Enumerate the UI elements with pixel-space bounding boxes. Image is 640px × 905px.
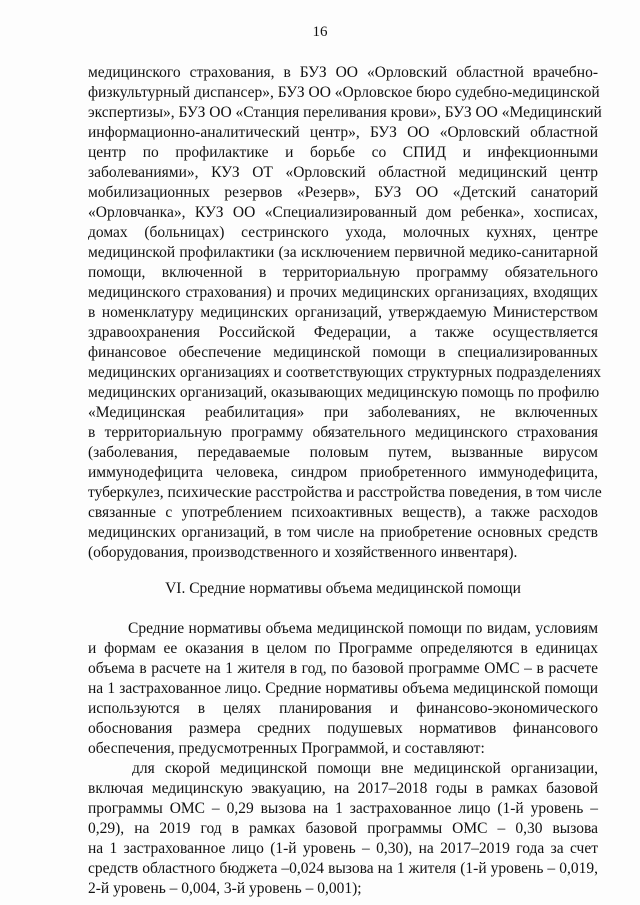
page-number: 16 (312, 24, 328, 40)
text-line: медицинских организаций, в том числе на приобретение основных средств (88, 524, 598, 541)
text-line: для скорой медицинской помощи вне медицинской организации, (132, 760, 598, 777)
text-line: обеспечения, предусмотренных Программой, и составляют: (88, 740, 485, 757)
text-line: и формам ее оказания в целом по Программе определяются в единицах (88, 640, 598, 657)
text-line: помощи, включенной в территориальную программу обязательного (88, 264, 598, 281)
text-line: медицинского страхования, в БУЗ ОО «Орловский областной врачебно- (88, 64, 598, 81)
text-line: медицинских организаций, оказывающих медицинскую помощь по профилю (88, 384, 600, 401)
text-line: связанные с употреблением психоактивных веществ), а также расходов (88, 504, 598, 521)
text-line: в территориальную программу обязательного медицинского страхования (88, 424, 598, 441)
text-line: включая медицинскую эвакуацию, на 2017–2018 годы в рамках базовой (88, 780, 598, 797)
text-line: обоснования размера средних подушевых нормативов финансового (88, 720, 598, 737)
text-line: мобилизационных резервов «Резерв», БУЗ ОО «Детский санаторий (88, 184, 598, 201)
text-line: программы ОМС – 0,29 вызова на 1 застрахованное лицо (1-й уровень – (88, 800, 598, 817)
text-line: Средние нормативы объема медицинской помощи по видам, условиям (128, 620, 598, 637)
text-line: туберкулез, психические расстройства и расстройства поведения, в том числе (88, 484, 602, 501)
text-line: 0,29), на 2019 год в рамках базовой программы ОМС – 0,30 вызова (88, 820, 598, 837)
text-line: (оборудования, производственного и хозяйственного инвентаря). (88, 544, 518, 561)
text-line: финансовое обеспечение медицинской помощи в специализированных (88, 344, 598, 361)
text-line: медицинских организациях и соответствующих структурных подразделениях (88, 364, 602, 381)
text-line: в номенклатуру медицинских организаций, утверждаемую Министерством (88, 304, 598, 321)
text-line: объема в расчете на 1 жителя в год, по базовой программе ОМС – в расчете (88, 660, 598, 677)
text-line: домах (больницах) сестринского ухода, молочных кухнях, центре (88, 224, 598, 241)
text-line: средств областного бюджета –0,024 вызова на 1 жителя (1-й уровень – 0,019, (88, 860, 598, 877)
text-line: медицинской профилактики (за исключением первичной медико-санитарной (88, 244, 598, 261)
text-line: экспертизы», БУЗ ОО «Станция переливания крови», БУЗ ОО «Медицинский (88, 104, 602, 121)
text-line: 2-й уровень – 0,004, 3-й уровень – 0,001); (88, 880, 362, 897)
text-line: физкультурный диспансер», БУЗ ОО «Орловское бюро судебно-медицинской (88, 84, 600, 101)
section-heading: VI. Средние нормативы объема медицинской помощи (165, 580, 521, 597)
text-line: информационно-аналитический центр», БУЗ ОО «Орловский областной (88, 124, 598, 141)
text-line: на 1 застрахованное лицо (1-й уровень – 0,30), на 2017–2019 года за счет (88, 840, 598, 857)
text-line: на 1 застрахованное лицо. Средние нормативы объема медицинской помощи (88, 680, 598, 697)
text-line: центр по профилактике и борьбе со СПИД и инфекционными (88, 144, 598, 161)
text-line: здравоохранения Российской Федерации, а также осуществляется (88, 324, 598, 341)
text-line: используются в целях планирования и финансово-экономического (88, 700, 598, 717)
text-line: (заболевания, передаваемые половым путем, вызванные вирусом (88, 444, 598, 461)
text-line: заболеваниями», КУЗ ОТ «Орловский областной медицинский центр (88, 164, 598, 181)
text-line: «Медицинская реабилитация» при заболеваниях, не включенных (88, 404, 598, 421)
text-line: медицинского страхования) и прочих медицинских организациях, входящих (88, 284, 598, 301)
text-line: иммунодефицита человека, синдром приобретенного иммунодефицита, (88, 464, 598, 481)
text-line: «Орловчанка», КУЗ ОО «Специализированный дом ребенка», хосписах, (88, 204, 598, 221)
